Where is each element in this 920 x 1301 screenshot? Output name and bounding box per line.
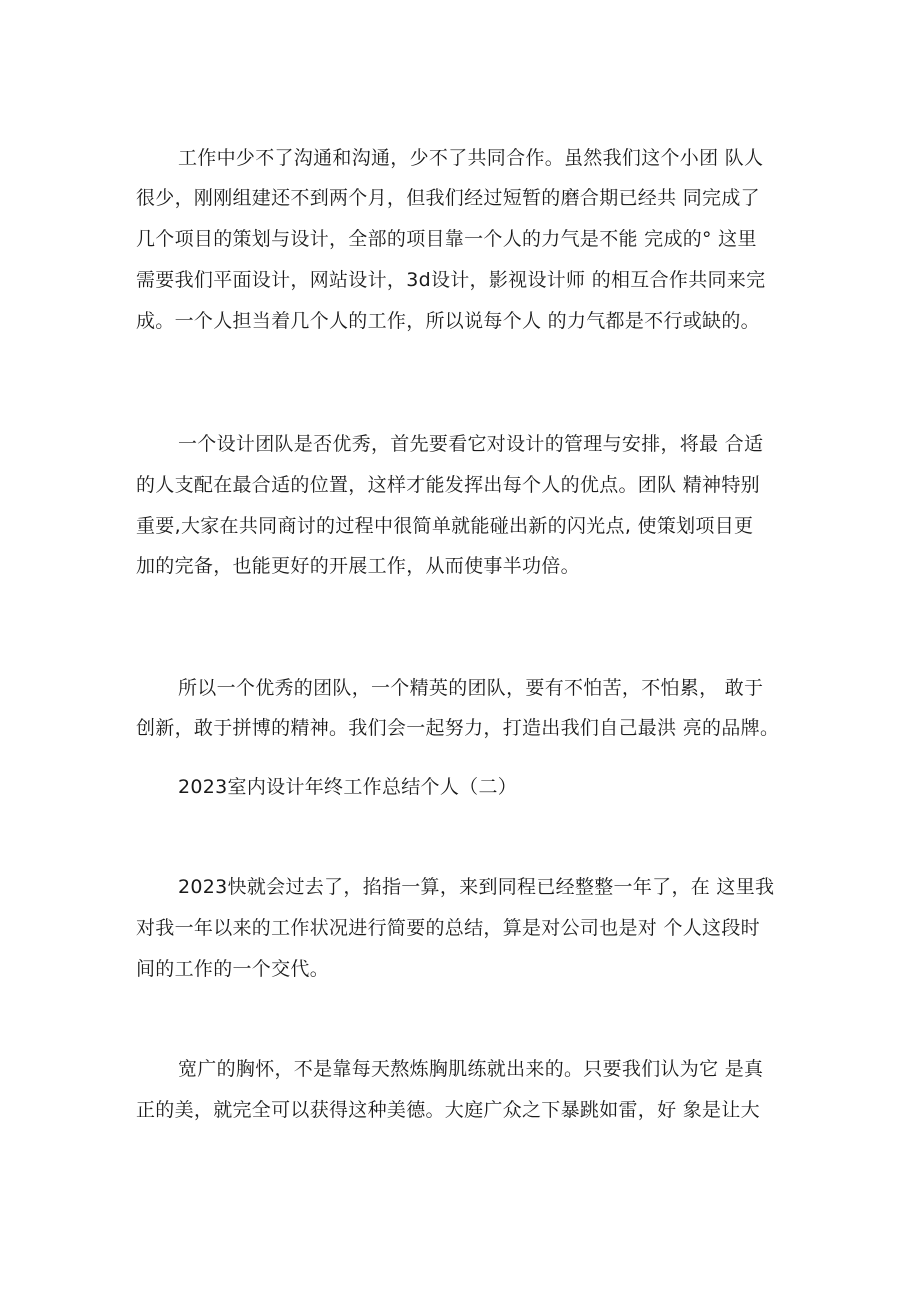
paragraph-2-line-3: 重要,大家在共同商讨的过程中很简单就能碰出新的闪光点, 使策划项目更 bbox=[136, 515, 754, 537]
paragraph-3-line-2: 创新，敢于拼博的精神。我们会一起努力，打造出我们自己最洪 亮的品牌。 bbox=[136, 717, 780, 739]
paragraph-3-line-1: 所以一个优秀的团队，一个精英的团队，要有不怕苦，不怕累， 敢于 bbox=[178, 677, 764, 699]
paragraph-4-line-3: 间的工作的一个交代。 bbox=[136, 958, 330, 980]
paragraph-2-line-4: 加的完备，也能更好的开展工作，从而使事半功倍。 bbox=[136, 555, 580, 577]
paragraph-1-line-3: 几个项目的策划与设计，全部的项目靠一个人的力气是不能 完成的° 这里 bbox=[136, 228, 757, 250]
paragraph-5-line-1: 宽广的胸怀，不是靠每天熬炼胸肌练就出来的。只要我们认为它 是真 bbox=[178, 1058, 764, 1080]
paragraph-1-line-5: 成。一个人担当着几个人的工作，所以说每个人 的力气都是不行或缺的。 bbox=[136, 310, 760, 332]
paragraph-1-line-2: 很少，刚刚组建还不到两个月，但我们经过短暂的磨合期已经共 同完成了 bbox=[136, 187, 760, 209]
paragraph-1-line-4: 需要我们平面设计，网站设计，3d设计，影视设计师 的相互合作共同来完 bbox=[136, 269, 766, 291]
paragraph-2-line-2: 的人支配在最合适的位置，这样才能发挥出每个人的优点。团队 精神特别 bbox=[136, 474, 760, 496]
paragraph-2-line-1: 一个设计团队是否优秀，首先要看它对设计的管理与安排，将最 合适 bbox=[178, 433, 764, 455]
paragraph-1-line-1: 工作中少不了沟通和沟通，少不了共同合作。虽然我们这个小团 队人 bbox=[178, 147, 764, 169]
paragraph-5-line-2: 正的美，就完全可以获得这种美德。大庭广众之下暴跳如雷，好 象是让大 bbox=[136, 1099, 760, 1121]
paragraph-4-line-2: 对我一年以来的工作状况进行简要的总结，算是对公司也是对 个人这段时 bbox=[136, 917, 760, 939]
section-heading: 2023室内设计年终工作总结个人（二） bbox=[178, 776, 518, 798]
paragraph-4-line-1: 2023快就会过去了，掐指一算，来到同程已经整整一年了，在 这里我 bbox=[178, 876, 775, 898]
